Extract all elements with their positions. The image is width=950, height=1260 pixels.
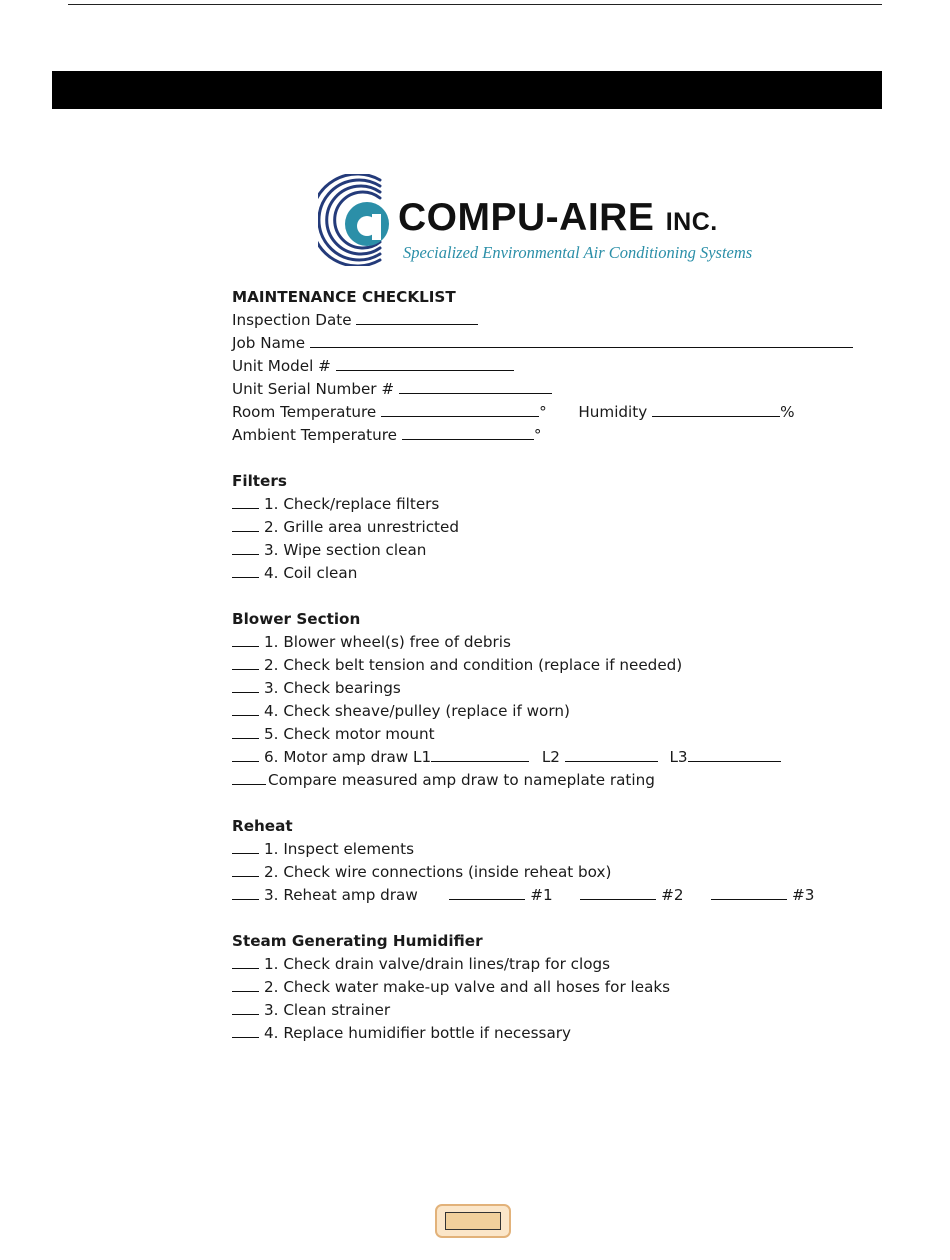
header-rule xyxy=(68,4,882,5)
logo-tagline: Specialized Environmental Air Conditioning Systems xyxy=(403,243,753,262)
l3-field[interactable] xyxy=(688,747,781,762)
company-logo xyxy=(318,174,788,266)
page-number-badge xyxy=(435,1204,511,1238)
item-label: 5. Check motor mount xyxy=(264,725,435,743)
job-name-row xyxy=(232,332,872,355)
ambient-temp-label: Ambient Temperature xyxy=(232,426,397,444)
reheat-2-label: #2 xyxy=(661,886,684,904)
check-blank[interactable] xyxy=(232,1000,259,1015)
reheat-3-label: #3 xyxy=(792,886,815,904)
item-label: 1. Inspect elements xyxy=(264,840,414,858)
maintenance-checklist xyxy=(232,286,872,1045)
reheat-1-field[interactable] xyxy=(449,885,525,900)
item-label: 4. Coil clean xyxy=(264,564,358,582)
reheat-amp-row xyxy=(232,884,872,907)
check-blank[interactable] xyxy=(232,885,259,900)
check-blank[interactable] xyxy=(232,1023,259,1038)
check-blank[interactable] xyxy=(232,747,259,762)
check-blank[interactable] xyxy=(232,770,266,785)
check-blank[interactable] xyxy=(232,977,259,992)
ambient-temp-row xyxy=(232,424,872,447)
compare-label: Compare measured amp draw to nameplate rating xyxy=(268,771,655,789)
ambient-temp-field[interactable] xyxy=(402,425,534,440)
check-blank[interactable] xyxy=(232,517,259,532)
item-label: 4. Replace humidifier bottle if necessary xyxy=(264,1024,571,1042)
checklist-item xyxy=(232,677,872,700)
reheat-heading: Reheat xyxy=(232,817,293,835)
item-label: 2. Check wire connections (inside reheat box) xyxy=(264,863,612,881)
checklist-item xyxy=(232,516,872,539)
room-temp-row xyxy=(232,401,872,424)
l1-field[interactable] xyxy=(431,747,529,762)
unit-serial-field[interactable] xyxy=(399,379,552,394)
motor-amp-row xyxy=(232,746,872,769)
humidity-label: Humidity xyxy=(578,403,648,421)
reheat-3-field[interactable] xyxy=(711,885,787,900)
reheat-amp-label: 3. Reheat amp draw xyxy=(264,886,418,904)
checklist-item xyxy=(232,861,872,884)
compare-row xyxy=(232,769,872,792)
item-label: 1. Check drain valve/drain lines/trap for clogs xyxy=(264,955,611,973)
checklist-item xyxy=(232,562,872,585)
reheat-2-field[interactable] xyxy=(580,885,656,900)
check-blank[interactable] xyxy=(232,724,259,739)
check-blank[interactable] xyxy=(232,563,259,578)
logo-arc-icon xyxy=(318,174,398,266)
checklist-item xyxy=(232,976,872,999)
degree-symbol: ° xyxy=(539,403,547,421)
check-blank[interactable] xyxy=(232,632,259,647)
check-blank[interactable] xyxy=(232,678,259,693)
humidifier-heading: Steam Generating Humidifier xyxy=(232,932,483,950)
room-temp-label: Room Temperature xyxy=(232,403,377,421)
check-blank[interactable] xyxy=(232,540,259,555)
checklist-item xyxy=(232,493,872,516)
check-blank[interactable] xyxy=(232,862,259,877)
unit-model-row xyxy=(232,355,872,378)
unit-model-label: Unit Model # xyxy=(232,357,331,375)
checklist-item xyxy=(232,1022,872,1045)
check-blank[interactable] xyxy=(232,655,259,670)
item-label: 2. Check belt tension and condition (replace if needed) xyxy=(264,656,683,674)
degree-symbol: ° xyxy=(533,426,542,444)
inspection-date-label: Inspection Date xyxy=(232,311,352,329)
unit-serial-row xyxy=(232,378,872,401)
job-name-field[interactable] xyxy=(310,333,853,348)
checklist-item xyxy=(232,700,872,723)
item-label: 3. Wipe section clean xyxy=(264,541,427,559)
reheat-1-label: #1 xyxy=(530,886,553,904)
inspection-date-field[interactable] xyxy=(356,310,478,325)
check-blank[interactable] xyxy=(232,839,259,854)
page-number-box xyxy=(445,1212,501,1230)
item-label: 3. Check bearings xyxy=(264,679,401,697)
l3-label: L3 xyxy=(669,748,688,766)
item-label: 3. Clean strainer xyxy=(264,1001,391,1019)
check-blank[interactable] xyxy=(232,954,259,969)
unit-serial-label: Unit Serial Number # xyxy=(232,380,395,398)
item-label: 4. Check sheave/pulley (replace if worn) xyxy=(264,702,570,720)
checklist-item xyxy=(232,953,872,976)
checklist-item xyxy=(232,838,872,861)
check-blank[interactable] xyxy=(232,701,259,716)
logo-suffix: INC. xyxy=(665,208,718,236)
humidity-field[interactable] xyxy=(652,402,780,417)
check-blank[interactable] xyxy=(232,494,259,509)
l2-label: L2 xyxy=(541,748,560,766)
item-label: 2. Grille area unrestricted xyxy=(264,518,459,536)
room-temp-field[interactable] xyxy=(381,402,539,417)
blower-heading: Blower Section xyxy=(232,610,361,628)
filters-heading: Filters xyxy=(232,472,287,490)
checklist-item xyxy=(232,631,872,654)
l2-field[interactable] xyxy=(565,747,658,762)
checklist-item xyxy=(232,999,872,1022)
motor-amp-label: 6. Motor amp draw L1 xyxy=(264,748,432,766)
logo-company-name: COMPU-AIRE INC. xyxy=(398,196,718,239)
checklist-title: MAINTENANCE CHECKLIST xyxy=(232,288,456,306)
checklist-item xyxy=(232,539,872,562)
item-label: 1. Check/replace filters xyxy=(264,495,440,513)
header-bar xyxy=(52,71,882,109)
unit-model-field[interactable] xyxy=(336,356,514,371)
item-label: 1. Blower wheel(s) free of debris xyxy=(264,633,511,651)
checklist-item xyxy=(232,723,872,746)
job-name-label: Job Name xyxy=(232,334,306,352)
item-label: 2. Check water make-up valve and all hoses for leaks xyxy=(264,978,671,996)
checklist-item xyxy=(232,654,872,677)
percent-symbol: % xyxy=(780,403,795,421)
inspection-date-row xyxy=(232,309,872,332)
